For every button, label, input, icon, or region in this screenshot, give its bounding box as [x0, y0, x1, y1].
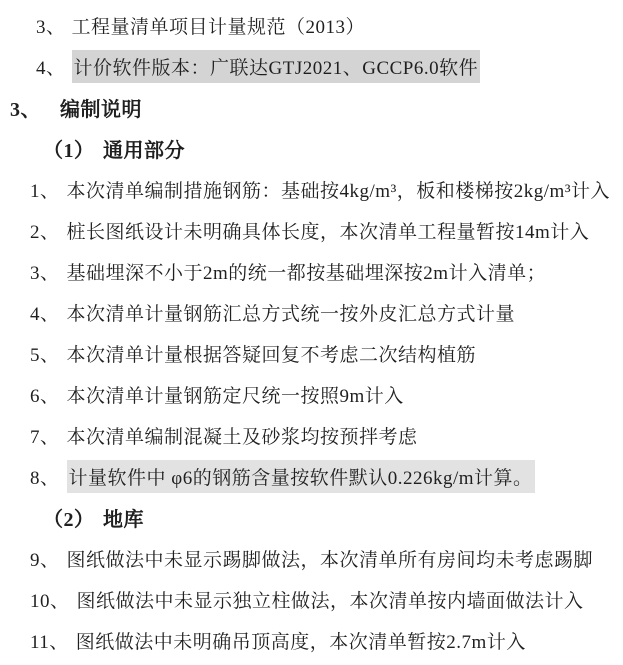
doc-line-general-7 — [0, 415, 623, 456]
list-number: 5、 — [30, 345, 60, 366]
sub-heading-title: 通用部分 — [103, 140, 185, 162]
doc-line-garage-10 — [0, 579, 623, 620]
sub-heading-number: （1） — [43, 140, 95, 162]
doc-line-general-2 — [0, 210, 623, 251]
line-text: 本次清单计量钢筋定尺统一按照9m计入 — [66, 386, 404, 407]
sub-heading-title: 地库 — [103, 509, 144, 531]
line-text: 本次清单计量根据答疑回复不考虑二次结构植筋 — [66, 345, 477, 366]
doc-line-general-6 — [0, 374, 623, 415]
list-number: 3、 — [36, 17, 66, 38]
section-heading — [0, 87, 623, 128]
list-number: 1、 — [30, 181, 60, 202]
doc-line-general-5 — [0, 333, 623, 374]
line-text: 本次清单计量钢筋汇总方式统一按外皮汇总方式计量 — [66, 304, 516, 325]
line-text: 本次清单编制混凝土及砂浆均按预拌考虑 — [66, 427, 418, 448]
list-number: 7、 — [30, 427, 60, 448]
section-number: 3、 — [10, 99, 41, 121]
line-text: 图纸做法中未显示独立柱做法，本次清单按内墙面做法计入 — [76, 591, 584, 612]
list-number: 4、 — [30, 304, 60, 325]
list-number: 8、 — [30, 468, 60, 489]
list-number: 3、 — [30, 263, 60, 284]
line-text: 桩长图纸设计未明确具体长度，本次清单工程量暂按14m计入 — [66, 222, 590, 243]
doc-line-intro-4 — [0, 46, 623, 87]
doc-line-general-3 — [0, 251, 623, 292]
line-text: 本次清单编制措施钢筋：基础按4kg/m³，板和楼梯按2kg/m³计入 — [66, 181, 611, 202]
highlighted-line-text: 计价软件版本：广联达GTJ2021、GCCP6.0软件 — [72, 50, 481, 83]
list-number: 10、 — [30, 591, 70, 612]
section-title: 编制说明 — [60, 99, 142, 121]
list-number: 6、 — [30, 386, 60, 407]
list-number: 2、 — [30, 222, 60, 243]
doc-line-general-1 — [0, 169, 623, 210]
list-number: 11、 — [30, 632, 69, 653]
line-text: 基础埋深不小于2m的统一都按基础埋深按2m计入清单； — [66, 263, 547, 284]
doc-line-garage-11 — [0, 620, 623, 661]
doc-line-general-8 — [0, 456, 623, 497]
line-text: 工程量清单项目计量规范（2013） — [71, 17, 366, 38]
list-number: 9、 — [30, 550, 60, 571]
doc-line-general-4 — [0, 292, 623, 333]
doc-line-intro-3 — [0, 5, 623, 46]
line-text: 图纸做法中未明确吊顶高度，本次清单暂按2.7m计入 — [75, 632, 526, 653]
line-text: 图纸做法中未显示踢脚做法，本次清单所有房间均未考虑踢脚 — [66, 550, 594, 571]
doc-line-garage-9 — [0, 538, 623, 579]
list-number: 4、 — [36, 58, 66, 79]
sub-heading-number: （2） — [43, 509, 95, 531]
sub-heading-1 — [0, 128, 623, 169]
highlighted-line-text: 计量软件中 φ6的钢筋含量按软件默认0.226kg/m计算。 — [67, 460, 535, 493]
sub-heading-2 — [0, 497, 623, 538]
